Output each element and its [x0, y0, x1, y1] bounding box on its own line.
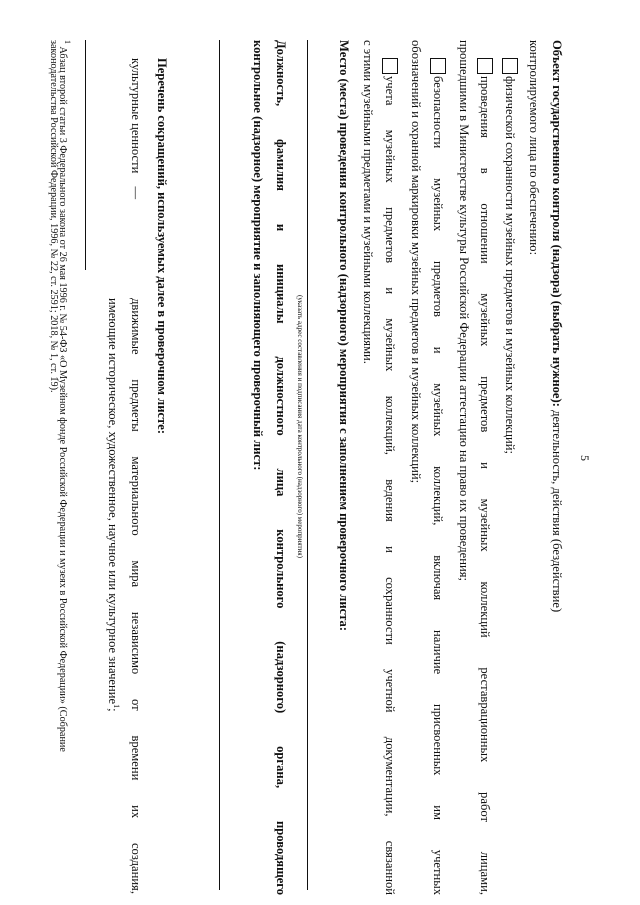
checkbox-item-3-text: безопасности музейных предметов и музейных коллекций, включая наличие присвоенных им учетных	[431, 76, 445, 895]
official-fill-line[interactable]	[219, 40, 220, 890]
abbr-definition-end: ;	[106, 708, 120, 712]
place-heading: Место (места) проведения контрольного (надзорного) мероприятия с заполнением проверочного листа:	[337, 40, 351, 632]
footnote-separator	[85, 40, 86, 270]
place-hint: (указать адрес составления и подписания дата контрольного (надзорного) мероприятия)	[296, 295, 304, 558]
abbr-definition-line-2	[105, 298, 124, 712]
object-heading-line	[549, 40, 564, 895]
abbr-definition-line-1: движимые предметы материального мира независимо от времени их создания,	[129, 298, 143, 894]
checkbox-item-4	[382, 40, 398, 895]
checkbox-item-1-text: физической сохранности музейных предметов и музейных коллекций;	[503, 76, 517, 455]
abbr-dash: —	[129, 186, 143, 200]
abbr-heading: Перечень сокращений, используемых далее в проверочном листе:	[155, 58, 169, 435]
checkbox-item-2-cont: прошедшими в Министерстве культуры Российской Федерации аттестацию на право их проведения;	[457, 40, 471, 582]
object-heading-bold: Объект государственного контроля (надзора) (выбрать нужное):	[550, 40, 564, 407]
abbr-term-text: культурные ценности	[129, 58, 143, 174]
rotated-page-content	[32, 40, 592, 895]
checkbox-item-4-text: учета музейных предметов и музейных коллекций, ведения и сохранности учетной документации, связанной	[383, 76, 397, 895]
checkbox-2[interactable]	[477, 58, 493, 74]
page-number: 5	[578, 455, 592, 461]
object-heading-line-2: контролируемого лица по обеспечению:	[527, 40, 541, 256]
place-fill-line[interactable]	[307, 40, 308, 890]
official-heading-line-2: контрольное (надзорное) мероприятие и заполняющего проверочный лист:	[251, 40, 265, 471]
checkbox-item-2-text: проведения в отношении музейных предметов и музейных коллекций реставрационных работ лицами,	[478, 76, 492, 895]
checkbox-item-3	[430, 40, 446, 895]
checkbox-3[interactable]	[430, 58, 446, 74]
footnote-mark: 1	[63, 40, 72, 44]
object-heading-rest: деятельность, действия (бездействие)	[550, 410, 564, 613]
checkbox-1[interactable]	[502, 58, 518, 74]
footnote-line-2: законодательства Российской Федерации, 1996, № 22, ст. 2591; 2018, № 1, ст. 19).	[48, 40, 59, 393]
checkbox-item-1	[502, 40, 518, 895]
abbr-definition-text: имеющие историческое, художественное, научное или культурное значение	[106, 298, 120, 705]
footnote-text-1: Абзац второй статьи 3 Федерального закона от 26 мая 1996 г. № 54-ФЗ «О Музейном фонде Российской Федерации и музеях в Российской Федерации» (Собрание	[57, 46, 68, 752]
official-heading-line-1: Должность, фамилия и инициалы должностного лица контрольного (надзорного) органа, проводящего	[274, 40, 288, 895]
footnote-ref[interactable]: 1	[112, 704, 121, 709]
checkbox-item-3-cont: обозначений и охранной маркировки музейных предметов и музейных коллекций;	[409, 40, 423, 484]
checkbox-4[interactable]	[382, 58, 398, 74]
checkbox-item-2	[477, 40, 493, 895]
checkbox-item-4-cont: с этими музейными предметами и музейными коллекциями.	[361, 40, 375, 364]
abbr-term	[128, 58, 143, 199]
